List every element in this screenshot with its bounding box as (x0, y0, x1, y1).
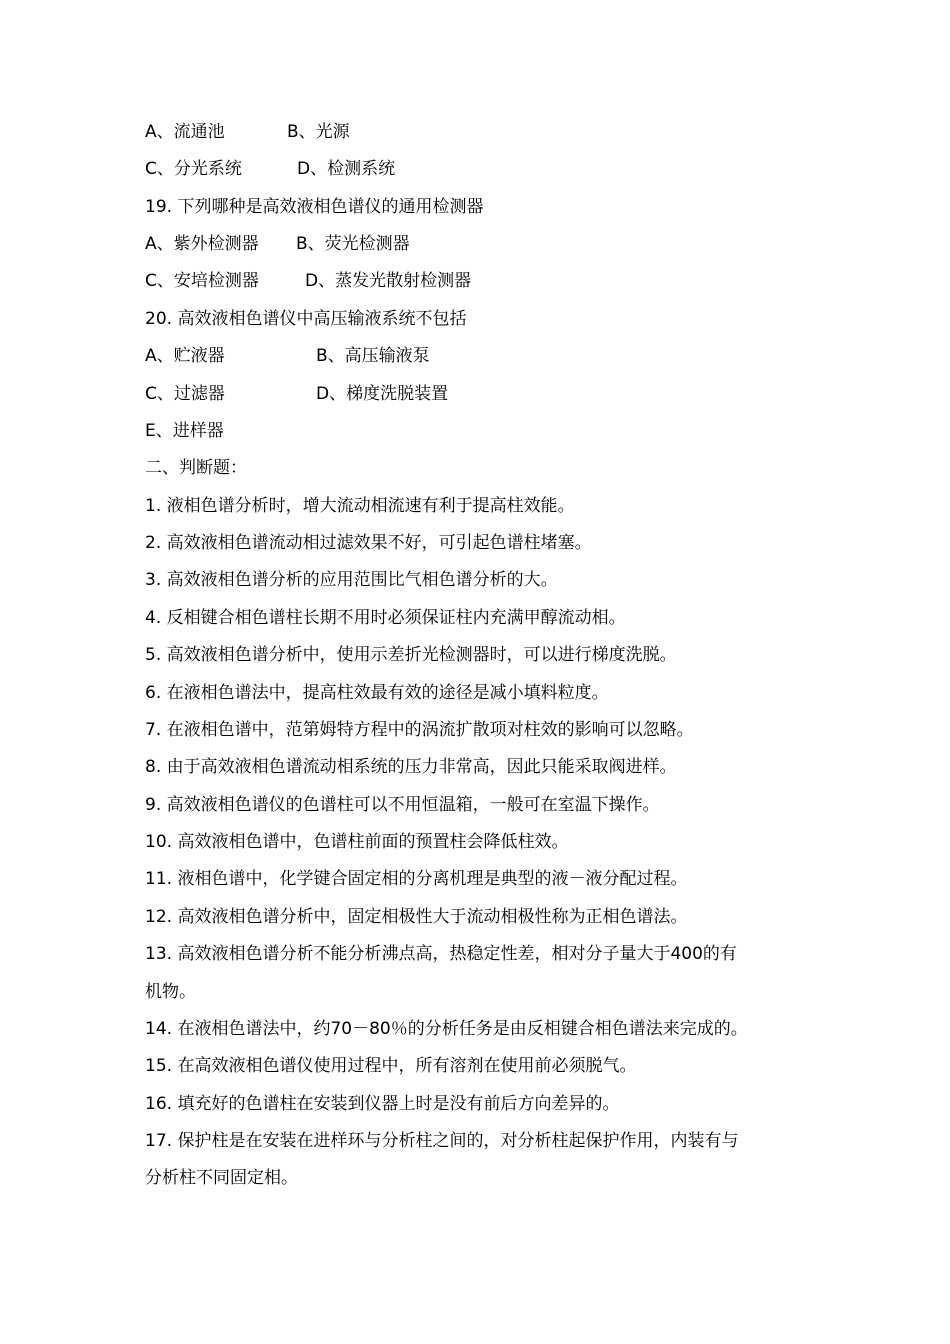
q19-question: 19. 下列哪种是高效液相色谱仪的通用检测器 (145, 197, 484, 217)
tf-item: 9. 高效液相色谱仪的色谱柱可以不用恒温箱，一般可在室温下操作。 (145, 795, 660, 815)
tf-item-continuation: 分析柱不同固定相。 (145, 1168, 298, 1188)
q18-option-b: B、光源 (287, 122, 350, 142)
tf-item: 4. 反相键合相色谱柱长期不用时必须保证柱内充满甲醇流动相。 (145, 608, 626, 628)
q20-question: 20. 高效液相色谱仪中高压输液系统不包括 (145, 309, 467, 329)
q20-option-b: B、高压输液泵 (316, 346, 430, 366)
q18-option-d: D、检测系统 (297, 159, 396, 179)
tf-item: 6. 在液相色谱法中，提高柱效最有效的途径是减小填料粒度。 (145, 683, 609, 703)
q19-option-a: A、紫外检测器 (145, 234, 259, 254)
tf-item-continuation: 机物。 (145, 982, 196, 1002)
tf-item: 11. 液相色谱中，化学键合固定相的分离机理是典型的液－液分配过程。 (145, 869, 688, 889)
tf-item: 3. 高效液相色谱分析的应用范围比气相色谱分析的大。 (145, 570, 558, 590)
q20-option-a: A、贮液器 (145, 346, 225, 366)
tf-item: 17. 保护柱是在安装在进样环与分析柱之间的，对分析柱起保护作用，内装有与 (145, 1131, 739, 1151)
tf-item: 10. 高效液相色谱中，色谱柱前面的预置柱会降低柱效。 (145, 832, 569, 852)
tf-item: 14. 在液相色谱法中，约70－80％的分析任务是由反相键合相色谱法来完成的。 (145, 1019, 748, 1039)
tf-item: 5. 高效液相色谱分析中，使用示差折光检测器时，可以进行梯度洗脱。 (145, 645, 677, 665)
section-title: 二、判断题： (145, 458, 247, 478)
q20-option-e: E、进样器 (145, 421, 224, 441)
q20-option-c: C、过滤器 (145, 384, 225, 404)
q19-option-b: B、荧光检测器 (296, 234, 410, 254)
tf-item: 2. 高效液相色谱流动相过滤效果不好，可引起色谱柱堵塞。 (145, 533, 592, 553)
tf-item: 12. 高效液相色谱分析中，固定相极性大于流动相极性称为正相色谱法。 (145, 907, 688, 927)
tf-item: 8. 由于高效液相色谱流动相系统的压力非常高，因此只能采取阀进样。 (145, 757, 677, 777)
q19-option-d: D、蒸发光散射检测器 (305, 271, 472, 291)
q18-option-c: C、分光系统 (145, 159, 242, 179)
tf-item: 1. 液相色谱分析时，增大流动相流速有利于提高柱效能。 (145, 496, 575, 516)
tf-item: 15. 在高效液相色谱仪使用过程中，所有溶剂在使用前必须脱气。 (145, 1056, 637, 1076)
tf-item: 16. 填充好的色谱柱在安装到仪器上时是没有前后方向差异的。 (145, 1094, 620, 1114)
q18-option-a: A、流通池 (145, 122, 225, 142)
tf-item: 7. 在液相色谱中，范第姆特方程中的涡流扩散项对柱效的影响可以忽略。 (145, 720, 694, 740)
q19-option-c: C、安培检测器 (145, 271, 259, 291)
tf-item: 13. 高效液相色谱分析不能分析沸点高，热稳定性差，相对分子量大于400的有 (145, 944, 737, 964)
q20-option-d: D、梯度洗脱装置 (316, 384, 449, 404)
